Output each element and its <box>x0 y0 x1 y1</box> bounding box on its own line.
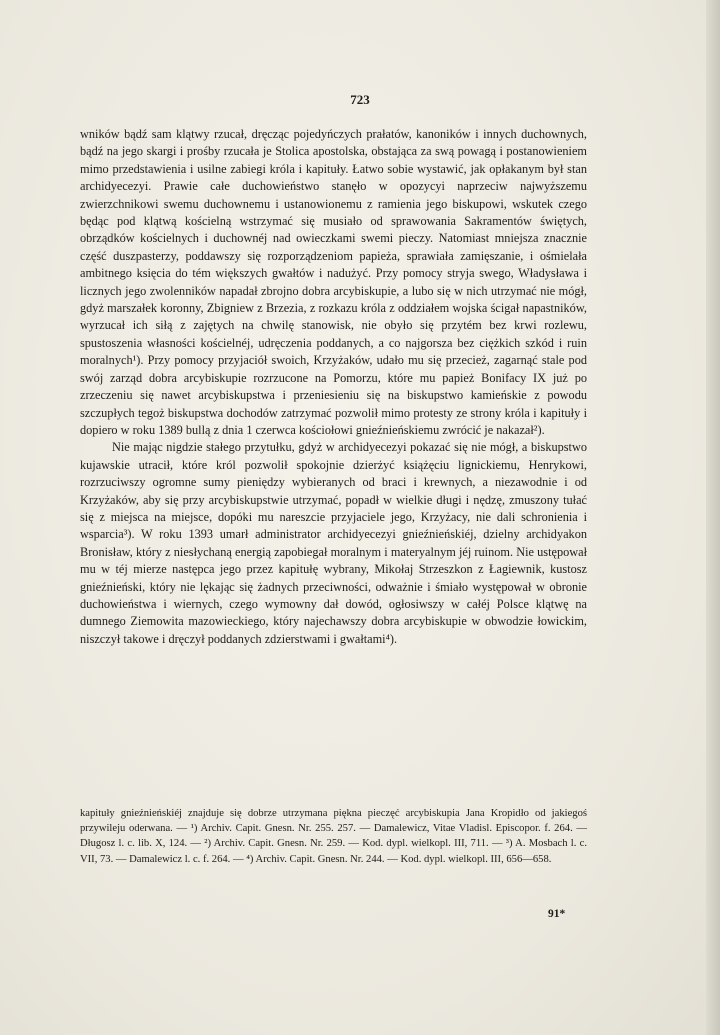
paragraph: Nie mając nigdzie stałego przytułku, gdyż w archidyecezyi pokazać się nie mógł, a biskupstwo kujawskie utracił, które król pozwolił spokojnie dzierżyć książęciu lignickiemu, Henrykowi, rozrzuciwszy ogromne sumy pieniędzy wybieranych od braci i krewnych, a niezawodnie i od Krzyżaków, aby się przy arcybiskupstwie utrzymać, popadł w wielkie długi i nędzę, zmuszony tułać się z miejsca na miejsce, dopóki mu nareszcie przyjaciele jego, Krzyżacy, nie dali schronienia i wsparcia³). W roku 1393 umarł administrator archidyecezyi gnieźnieńskiéj, dzielny archidyakon Bronisław, który z niesłychaną energią zapobiegał moralnym i materyalnym jéj ruinom. Nie ustępował mu w téj mierze następca jego przez kapitułę wybrany, Mikołaj Strzeszkon z Łagiewnik, kustosz gnieźnieński, który nie lękając się żadnych przeciwności, odważnie i śmiało występował w obronie duchowieństwa i wiernych, czego wymowny dał dowód, ogłosiwszy w całéj Polsce klątwę na dumnego Ziemowita mazowieckiego, który najechawszy dobra arcybiskupie w obwodzie łowickim, niszczył takowe i dręczył poddanych zdzierstwami i gwałtami⁴). <box>80 440 587 646</box>
page-edge-shadow <box>706 0 720 1035</box>
body-text <box>80 126 587 648</box>
page-number: 723 <box>350 92 370 107</box>
footnote-text: kapituły gnieźnieńskiéj znajduje się dobrze utrzymana piękna pieczęć arcybiskupia Jana Kropidło od jakiegoś przywileju oderwana. — ¹) Archiv. Capit. Gnesn. Nr. 255. 257. — Damalewicz, Vitae Vladisl. Episcopor. f. 264. — Długosz l. c. lib. X, 124. — ²) Archiv. Capit. Gnesn. Nr. 259. — Kod. dypl. wielkopl. III, 711. — ³) A. Mosbach l. c. VII, 73. — Damalewicz l. c. f. 264. — ⁴) Archiv. Capit. Gnesn. Nr. 244. — Kod. dypl. wielkopl. III, 656—658. <box>80 808 587 865</box>
printer-signature: 91* <box>548 908 566 920</box>
paragraph: wników bądź sam klątwy rzucał, dręcząc pojedyńczych prałatów, kanoników i innych duchownych, bądź na jego skargi i prośby rzucała je Stolica apostolska, obstająca za swą powagą i postanowieniem mimo przedstawienia i usilne zabiegi króla i kapituły. Łatwo sobie wystawić, jak opłakanym był stan archidyecezyi. Prawie całe duchowieństwo stanęło w opozycyi naprzeciw najwyższemu zwierzchnikowi swemu duchownemu i ustanowionemu z ramienia jego biskupowi, wskutek czego będąc pod klątwą kościelną wstrzymać się musiało od sprawowania Sakramentów świętych, obrządków kościelnych i duchownéj nad owieczkami swemi pieczy. Natomiast mniejsza znacznie część duszpasterzy, poddawszy się rozporządzeniom papieża, sprawiała zamięszanie, i ośmielała ambitnego księcia do tém większych gwałtów i nadużyć. Przy pomocy stryja swego, Władysława i licznych jego zwolenników napadał zbrojno dobra arcybiskupie, a lubo się w nich utrzymać nie mógł, gdyż marszałek koronny, Zbigniew z Brzezia, z rozkazu króla z oddziałem wojska ścigał napastników, wyrzucał ich siłą z zajętych na chwilę stanowisk, nie obyło się przytém bez krwi rozlewu, spustoszenia własności kościelnéj, udręczenia poddanych, a co najgorsza bez ciężkich szkód i ruin moralnych¹). Przy pomocy przyjaciół swoich, Krzyżaków, udało mu się przecież, zagarnąć stale pod swój zarząd dobra arcybiskupie rozrzucone na Pomorzu, które mu papież Bonifacy IX już po zrzeczeniu się nawet arcybiskupstwa i przeniesieniu się na biskupstwo kamieńskie z powodu szczupłych tegoż biskupstwa dochodów zatrzymać pozwolił mimo protesty ze strony króla i kapituły i dopiero w roku 1389 bullą z dnia 1 czerwca kościołowi gnieźnieńskiemu zwrócić je nakazał²). <box>80 127 587 437</box>
footnotes <box>80 806 587 867</box>
